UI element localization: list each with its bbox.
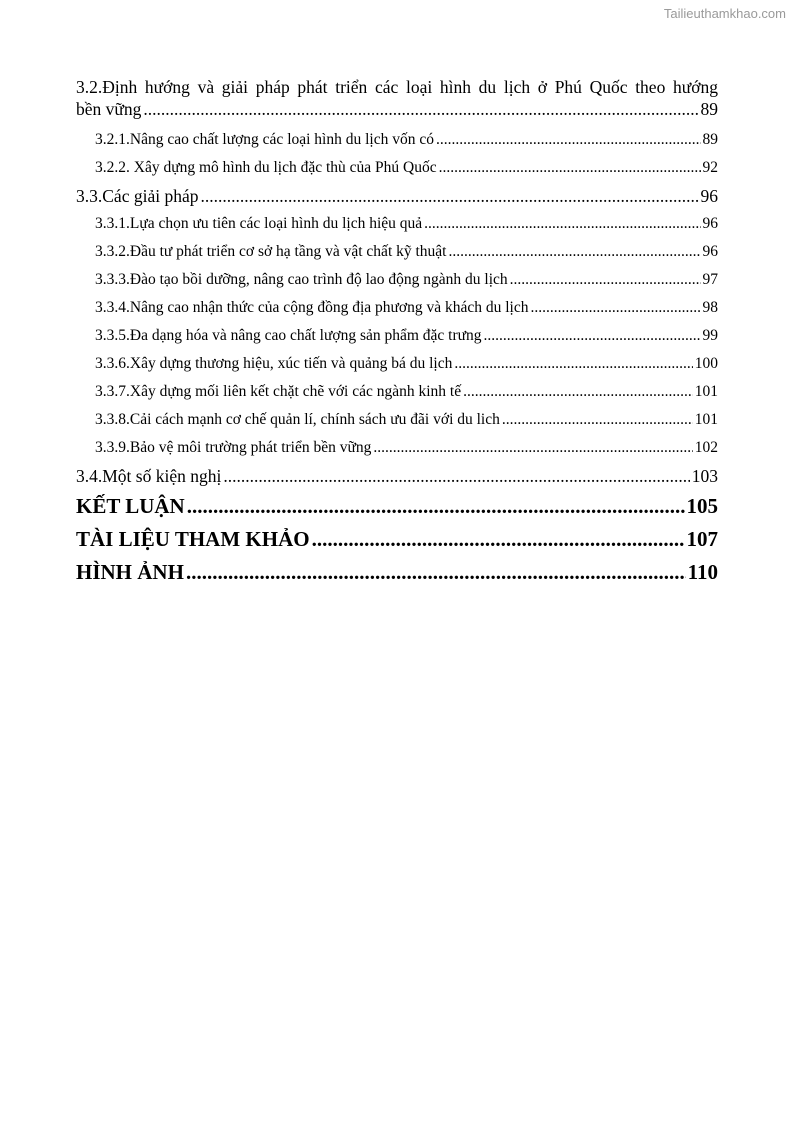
toc-leader-dots	[454, 350, 692, 378]
toc-entry-3-3-8[interactable]	[76, 406, 718, 434]
toc-leader-dots	[484, 322, 701, 350]
toc-page-number: 89	[700, 99, 718, 119]
toc-leader-dots	[373, 434, 692, 462]
toc-page-number: 101	[694, 383, 718, 400]
toc-entry-text: 3.2.1.Nâng cao chất lượng các loại hình du lịch vốn có	[95, 131, 434, 148]
toc-page-number: 96	[700, 186, 718, 206]
toc-leader-dots	[186, 556, 686, 589]
toc-entry-3-2-1[interactable]	[76, 126, 718, 154]
toc-leader-dots	[143, 98, 698, 120]
toc-entry-text: 3.3.3.Đào tạo bồi dưỡng, nâng cao trình độ lao động ngành du lịch	[95, 271, 508, 288]
watermark-text: Tailieuthamkhao.com	[663, 6, 786, 21]
toc-page-number: 103	[691, 466, 718, 486]
toc-entry-3-3-4[interactable]	[76, 294, 718, 322]
toc-page-number: 101	[694, 411, 718, 428]
toc-page-number: 96	[702, 243, 718, 260]
toc-entry-3-3-9[interactable]	[76, 434, 718, 462]
toc-entry-text: 3.4.Một số kiện nghị	[76, 466, 222, 486]
toc-entry-ket-luan[interactable]	[76, 490, 718, 523]
toc-entry-text: 3.3.4.Nâng cao nhận thức của cộng đồng địa phương và khách du lịch	[95, 299, 529, 316]
toc-entry-hinh-anh[interactable]	[76, 556, 718, 589]
toc-entry-text: 3.2.2. Xây dựng mô hình du lịch đặc thù của Phú Quốc	[95, 159, 437, 176]
toc-leader-dots	[187, 490, 685, 523]
table-of-contents	[76, 76, 718, 589]
toc-entry-3-3-5[interactable]	[76, 322, 718, 350]
toc-entry-3-4[interactable]	[76, 462, 718, 490]
toc-entry-text-line1: 3.2.Định hướng và giải pháp phát triển các loại hình du lịch ở Phú Quốc theo hướng	[76, 77, 718, 97]
toc-entry-3-2-2[interactable]	[76, 154, 718, 182]
toc-page-number: 107	[686, 527, 718, 551]
toc-leader-dots	[439, 154, 701, 182]
toc-page-number: 96	[702, 215, 718, 232]
toc-entry-text-line2: bền vững	[76, 99, 142, 119]
toc-leader-dots	[312, 523, 685, 556]
toc-page-number: 105	[686, 494, 718, 518]
toc-entry-text: KẾT LUẬN	[76, 494, 185, 518]
toc-entry-text: 3.3.8.Cải cách mạnh cơ chế quản lí, chính sách ưu đãi với du lich	[95, 411, 500, 428]
toc-leader-dots	[502, 406, 693, 434]
toc-page-number: 89	[702, 131, 718, 148]
toc-entry-3-3-7[interactable]	[76, 378, 718, 406]
toc-entry-text: 3.3.2.Đầu tư phát triển cơ sở hạ tầng và vật chất kỹ thuật	[95, 243, 447, 260]
toc-entry-text: 3.3.1.Lựa chọn ưu tiên các loại hình du lịch hiệu quả	[95, 215, 423, 232]
toc-leader-dots	[424, 210, 700, 238]
toc-leader-dots	[510, 266, 701, 294]
toc-entry-text: 3.3.7.Xây dựng mối liên kết chặt chẽ với các ngành kinh tế	[95, 383, 462, 400]
toc-entry-text: 3.3.6.Xây dựng thương hiệu, xúc tiến và quảng bá du lịch	[95, 355, 453, 372]
toc-page-number: 92	[702, 159, 718, 176]
toc-page-number: 97	[702, 271, 718, 288]
toc-entry-3-3[interactable]	[76, 182, 718, 210]
toc-entry-text: 3.3.5.Đa dạng hóa và nâng cao chất lượng sản phẩm đặc trưng	[95, 327, 482, 344]
toc-page-number: 110	[687, 560, 718, 584]
toc-entry-3-3-3[interactable]	[76, 266, 718, 294]
toc-leader-dots	[436, 126, 701, 154]
toc-entry-tai-lieu-tham-khao[interactable]	[76, 523, 718, 556]
toc-leader-dots	[223, 462, 689, 490]
toc-page-number: 100	[694, 355, 718, 372]
toc-page-number: 99	[702, 327, 718, 344]
toc-leader-dots	[449, 238, 701, 266]
toc-leader-dots	[200, 182, 698, 210]
toc-leader-dots	[463, 378, 693, 406]
toc-leader-dots	[530, 294, 700, 322]
toc-entry-text: 3.3.9.Bảo vệ môi trường phát triển bền vững	[95, 439, 372, 456]
toc-entry-text: TÀI LIỆU THAM KHẢO	[76, 527, 310, 551]
toc-entry-text: 3.3.Các giải pháp	[76, 186, 199, 206]
toc-entry-3-3-6[interactable]	[76, 350, 718, 378]
toc-entry-3-2[interactable]	[76, 76, 718, 120]
toc-page-number: 98	[702, 299, 718, 316]
toc-entry-3-3-2[interactable]	[76, 238, 718, 266]
toc-entry-3-3-1[interactable]	[76, 210, 718, 238]
toc-entry-text: HÌNH ẢNH	[76, 560, 184, 584]
toc-page-number: 102	[694, 439, 718, 456]
